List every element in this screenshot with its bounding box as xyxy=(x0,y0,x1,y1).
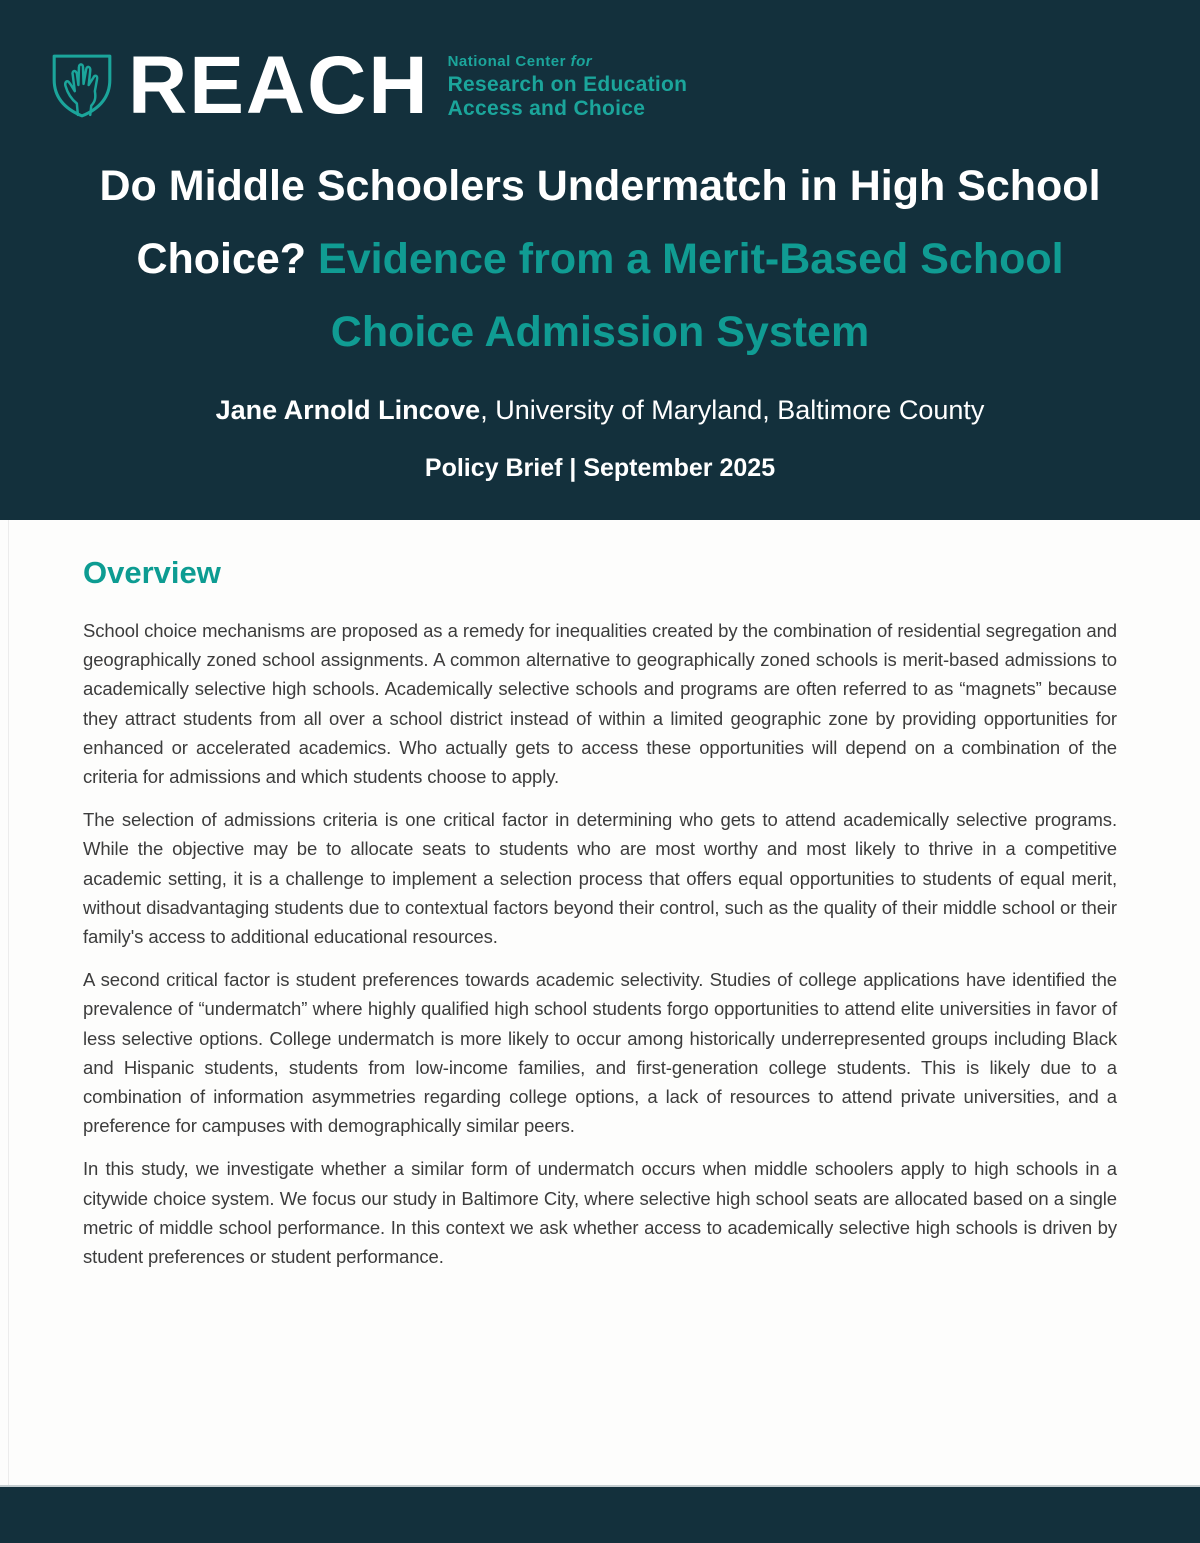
title-line-1: Do Middle Schoolers Undermatch in High School xyxy=(99,162,1101,210)
tagline-line-2: Research on Education xyxy=(447,73,688,96)
byline xyxy=(0,393,1200,427)
overview-paragraph-3: A second critical factor is student preferences towards academic selectivity. Studies of college applications have identified the prevalence of “undermatch” where highly qualified high school students forgo opportunities to attend elite universities in favor of less selective options. College undermatch is more likely to occur among historically underrepresented groups including Black and Hispanic students, students from low-income families, and first-generation college students. This is likely due to a combination of information asymmetries regarding college options, a lack of resources to attend private universities, and a preference for campuses with demographically similar peers. xyxy=(83,969,1117,1137)
reach-wordmark: REACH xyxy=(128,40,430,131)
tagline-line-1: National Center for xyxy=(447,53,593,70)
page-title xyxy=(30,150,1170,369)
overview-heading: Overview xyxy=(83,555,221,590)
overview-paragraph-1: School choice mechanisms are proposed as a remedy for inequalities created by the combination of residential segregation and geographically zoned school assignments. A common alternative to geographically zoned schools is merit-based admissions to academically selective high schools. Academically selective schools and programs are often referred to as “magnets” because they attract students from all over a school district instead of within a limited geographic zone by providing opportunities for enhanced or accelerated academics. Who actually gets to access these opportunities will depend on a combination of the criteria for admissions and which students choose to apply. xyxy=(83,620,1117,788)
author-name: Jane Arnold Lincove xyxy=(215,395,481,425)
overview-section xyxy=(0,520,1200,1271)
reach-tagline xyxy=(448,51,688,121)
overview-paragraph-4: In this study, we investigate whether a similar form of undermatch occurs when middle schoolers apply to high schools in a citywide choice system. We focus our study in Baltimore City, where selective high school seats are allocated based on a single metric of middle school performance. In this context we ask whether access to academically selective high schools is driven by student preferences or student performance. xyxy=(83,1158,1117,1268)
overview-paragraph-2: The selection of admissions criteria is one critical factor in determining who gets to attend academically selective programs. While the objective may be to allocate seats to students who are most worthy and most likely to thrive in a competitive academic setting, it is a challenge to implement a selection process that offers equal opportunities to students of equal merit, without disadvantaging students due to contextual factors beyond their control, such as the quality of their middle school or their family's access to additional educational resources. xyxy=(83,809,1117,948)
tagline-line-3: Access and Choice xyxy=(447,97,646,120)
title-line-3: Choice Admission System xyxy=(330,308,870,356)
page-edge-shadow xyxy=(8,520,9,1485)
hand-in-shield-icon xyxy=(50,52,114,120)
brief-meta: Policy Brief | September 2025 xyxy=(424,454,776,482)
title-line-2: Choice? Evidence from a Merit-Based School xyxy=(136,235,1064,283)
masthead xyxy=(0,0,1200,520)
reach-logo xyxy=(0,40,1200,131)
author-affiliation: , University of Maryland, Baltimore County xyxy=(480,395,985,425)
footer-band xyxy=(0,1485,1200,1543)
